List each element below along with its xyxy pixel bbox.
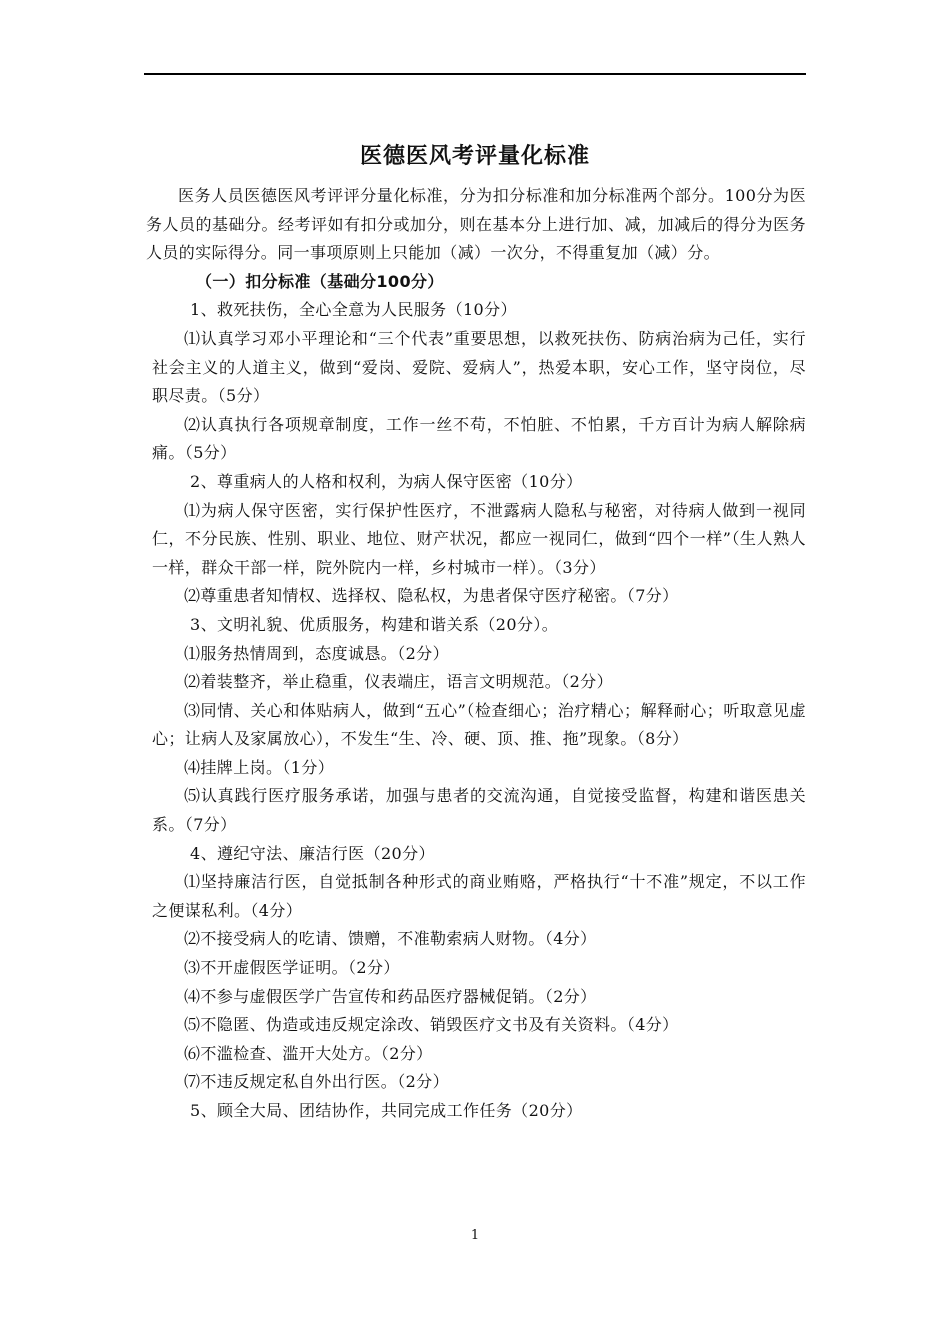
document-body	[146, 182, 806, 1126]
intro-paragraph: 医务人员医德医风考评评分量化标准，分为扣分标准和加分标准两个部分。100分为医务人员的基础分。经考评如有扣分或加分，则在基本分上进行加、减，加减后的得分为医务人员的实际得分。同一事项原则上只能加（减）一次分，不得重复加（减）分。	[146, 186, 806, 263]
criterion-item-1: 1、救死扶伤，全心全意为人民服务（10分）	[190, 300, 517, 320]
criterion-subitem: ⑶不开虚假医学证明。（2分）	[184, 958, 400, 978]
criterion-subitem: ⑵不接受病人的吃请、馈赠，不准勒索病人财物。（4分）	[184, 929, 597, 949]
criterion-subitem: ⑹不滥检查、滥开大处方。（2分）	[184, 1043, 433, 1063]
criterion-subitem: ⑺不违反规定私自外出行医。（2分）	[184, 1072, 449, 1092]
criterion-subitem: ⑸认真践行医疗服务承诺，加强与患者的交流沟通，自觉接受监督，构建和谐医患关系。（7分）	[152, 786, 806, 835]
criterion-subitem: ⑵认真执行各项规章制度，工作一丝不苟，不怕脏、不怕累，千方百计为病人解除病痛。（5分）	[152, 414, 806, 463]
criterion-subitem: ⑴坚持廉洁行医，自觉抵制各种形式的商业贿赂，严格执行“十不准”规定，不以工作之便谋私利。（4分）	[152, 872, 806, 920]
criterion-subitem: ⑴服务热情周到，态度诚恳。（2分）	[184, 643, 449, 663]
document-title: 医德医风考评量化标准	[359, 144, 590, 169]
criterion-item-4: 4、遵纪守法、廉洁行医（20分）	[190, 843, 435, 863]
criterion-item-2: 2、尊重病人的人格和权利，为病人保守医密（10分）	[190, 471, 583, 491]
criterion-subitem: ⑷挂牌上岗。（1分）	[184, 757, 335, 777]
criterion-subitem: ⑶同情、关心和体贴病人，做到“五心”（检查细心；治疗精心；解释耐心；听取意见虚心；让病人及家属放心），不发生“生、冷、硬、顶、推、拖”现象。（8分）	[152, 700, 806, 749]
criterion-subitem: ⑸不隐匿、伪造或违反规定涂改、销毁医疗文书及有关资料。（4分）	[184, 1015, 679, 1035]
criterion-subitem: ⑵尊重患者知情权、选择权、隐私权，为患者保守医疗秘密。（7分）	[184, 586, 679, 606]
criterion-subitem: ⑷不参与虚假医学广告宣传和药品医疗器械促销。（2分）	[184, 986, 597, 1006]
criterion-item-5: 5、顾全大局、团结协作，共同完成工作任务（20分）	[190, 1101, 583, 1120]
page-number: 1	[470, 1228, 480, 1243]
section-heading: （一）扣分标准（基础分100分）	[196, 271, 444, 291]
criterion-subitem: ⑵着装整齐，举止稳重，仪表端庄，语言文明规范。（2分）	[184, 672, 613, 692]
criterion-subitem: ⑴为病人保守医密，实行保护性医疗，不泄露病人隐私与秘密，对待病人做到一视同仁，不分民族、性别、职业、地位、财产状况，都应一视同仁，做到“四个一样”（生人熟人一样，群众干部一样，院外院内一样，乡村城市一样）。（3分）	[152, 500, 806, 577]
criterion-item-3: 3、文明礼貌、优质服务，构建和谐关系（20分）。	[190, 614, 559, 634]
header-rule	[144, 73, 806, 75]
criterion-subitem: ⑴认真学习邓小平理论和“三个代表”重要思想，以救死扶伤、防病治病为己任，实行社会主义的人道主义，做到“爱岗、爱院、爱病人”，热爱本职，安心工作，坚守岗位，尽职尽责。（5分）	[152, 328, 806, 406]
